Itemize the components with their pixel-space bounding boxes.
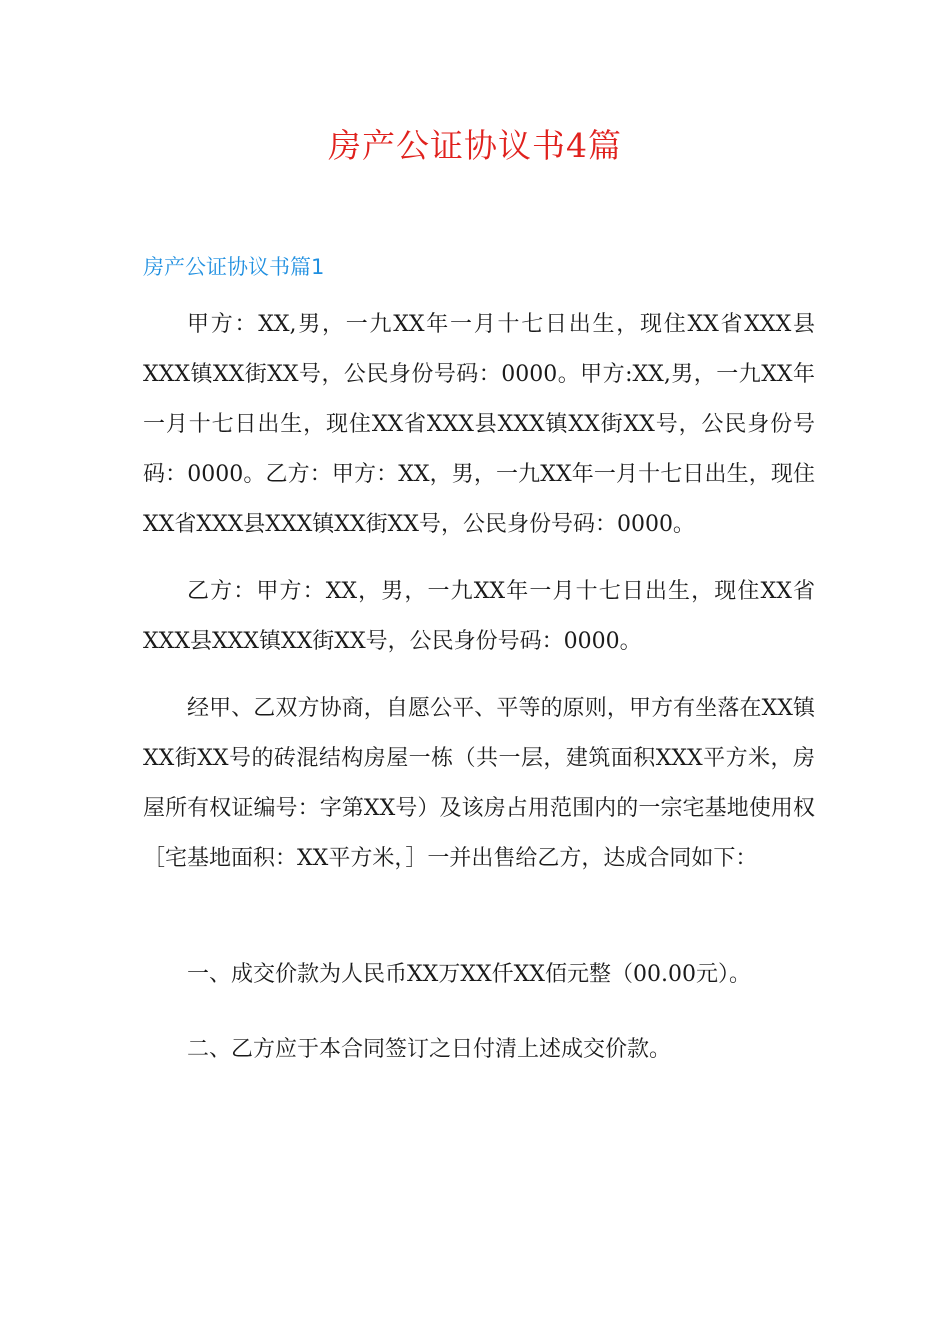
- paragraph-party-a: 甲方：XX,男，一九XX年一月十七日出生，现住XX省XXX县XXX镇XX街XX号，公民身份号码：0000。甲方:XX,男，一九XX年一月十七日出生，现住XX省XXX县XXX镇XX街XX号，公民身份号码：0000。乙方：甲方：XX，男，一九XX年一月十七日出生，现住XX省XXX县XXX镇XX街XX号，公民身份号码：0000。: [143, 312, 815, 537]
- section-heading: 房产公证协议书篇1: [143, 255, 325, 279]
- paragraph-agreement: 经甲、乙双方协商，自愿公平、平等的原则，甲方有坐落在XX镇XX街XX号的砖混结构房屋一栋（共一层，建筑面积XXX平方米，房屋所有权证编号：字第XX号）及该房占用范围内的一宗宅基地使用权［宅基地面积：XX平方米，］一并出售给乙方，达成合同如下：: [143, 696, 815, 871]
- paragraph-clause-2: 二、乙方应于本合同签订之日付清上述成交价款。: [187, 1037, 672, 1062]
- paragraph-party-b: 乙方：甲方：XX，男，一九XX年一月十七日出生，现住XX省XXX县XXX镇XX街XX号，公民身份号码：0000。: [143, 579, 815, 654]
- document-title: 房产公证协议书4篇: [328, 126, 622, 165]
- paragraph-clause-1: 一、成交价款为人民币XX万XX仟XX佰元整（00.00元）。: [187, 962, 751, 987]
